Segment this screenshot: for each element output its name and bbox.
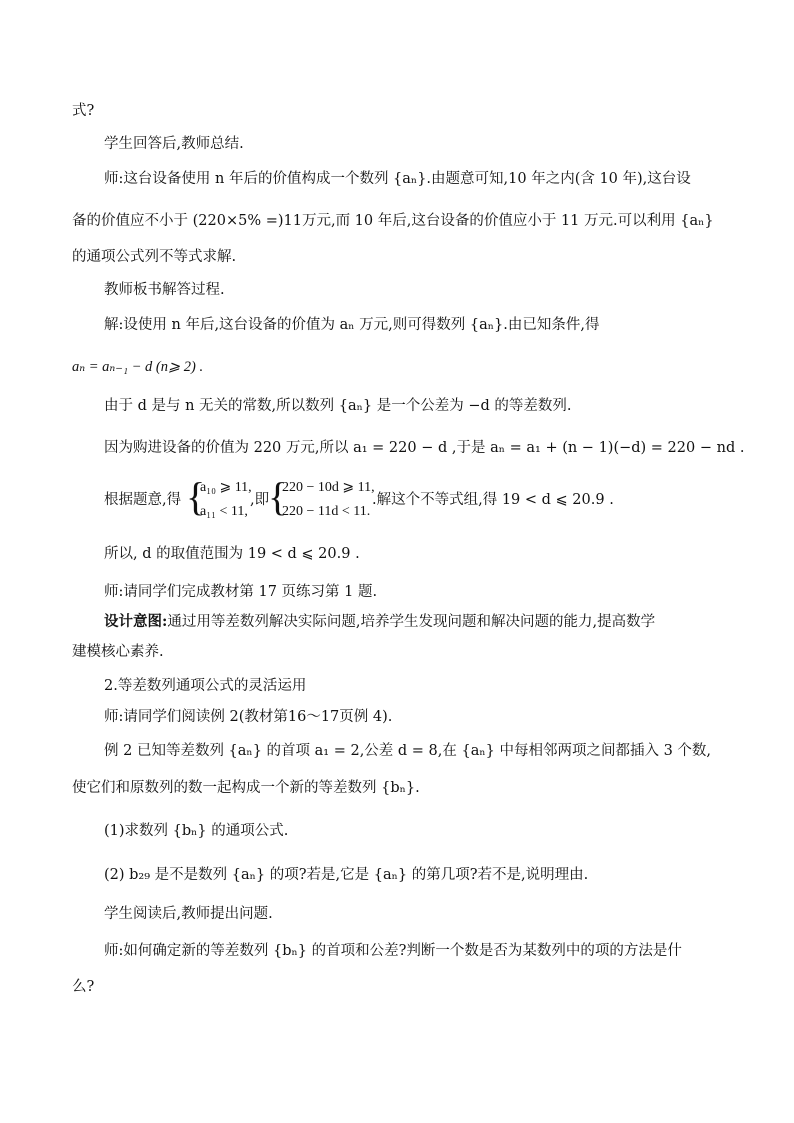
text-line: 因为购进设备的价值为 220 万元,所以 a₁ = 220 − d ,于是 aₙ = a₁ + (n − 1)(−d) = 220 − nd . — [104, 440, 745, 456]
left-brace-icon: { — [268, 474, 288, 519]
left-brace-icon: { — [186, 474, 206, 519]
question-1: (1)求数列 {bₙ} 的通项公式. — [104, 823, 289, 839]
text-line: 建模核心素养. — [72, 644, 164, 660]
text-line: 学生回答后,教师总结. — [104, 136, 244, 152]
text-line — [104, 611, 655, 633]
design-intent-label: 设计意图: — [104, 613, 168, 630]
text-line: 教师板书解答过程. — [104, 282, 225, 298]
text-line: 的通项公式列不等式求解. — [72, 249, 237, 265]
text-line: 解:设使用 n 年后,这台设备的价值为 aₙ 万元,则可得数列 {aₙ}.由已知条件,得 — [104, 317, 600, 333]
section-heading: 2.等差数列通项公式的灵活运用 — [104, 678, 307, 694]
text-line: 师:如何确定新的等差数列 {bₙ} 的首项和公差?判断一个数是否为某数列中的项的方法是什 — [104, 943, 682, 959]
text-line: 师:请同学们阅读例 2(教材第16～17页例 4). — [104, 709, 393, 725]
text-line: 师:请同学们完成教材第 17 页练习第 1 题. — [104, 584, 378, 600]
example-line: 例 2 已知等差数列 {aₙ} 的首项 a₁ = 2,公差 d = 8,在 {aₙ} 中每相邻两项之间都插入 3 个数, — [104, 743, 712, 759]
design-intent-text: 通过用等差数列解决实际问题,培养学生发现问题和解决问题的能力,提高数学 — [167, 614, 656, 630]
text-line: .解这个不等式组,得 19 < d ⩽ 20.9 . — [372, 492, 614, 508]
text-line: 式? — [72, 103, 95, 119]
system-row: a₁₁ < 11, — [200, 504, 248, 519]
system-row: 220 − 11d < 11. — [282, 504, 371, 519]
text-line: 学生阅读后,教师提出问题. — [104, 906, 273, 922]
question-2: (2) b₂₉ 是不是数列 {aₙ} 的项?若是,它是 {aₙ} 的第几项?若不是,说明理由. — [104, 867, 589, 883]
formula-line: aₙ = aₙ₋₁ − d (n⩾ 2) . — [72, 359, 204, 375]
text-line: 由于 d 是与 n 无关的常数,所以数列 {aₙ} 是一个公差为 −d 的等差数列. — [104, 398, 572, 414]
text-line: 根据题意,得 — [104, 492, 182, 508]
text-line: 么? — [72, 979, 95, 995]
text-line: 师:这台设备使用 n 年后的价值构成一个数列 {aₙ}.由题意可知,10 年之内(含 10 年),这台设 — [104, 171, 691, 187]
system-row: 220 − 10d ⩾ 11, — [282, 480, 375, 495]
text-line: 所以, d 的取值范围为 19 < d ⩽ 20.9 . — [104, 546, 360, 562]
system-row: a₁₀ ⩾ 11, — [200, 480, 252, 495]
text-line: 备的价值应不小于 (220×5% =)11万元,而 10 年后,这台设备的价值应小于 11 万元.可以利用 {aₙ} — [72, 213, 714, 229]
text-line: 使它们和原数列的数一起构成一个新的等差数列 {bₙ}. — [72, 780, 420, 796]
text-line: ,即 — [250, 492, 270, 508]
